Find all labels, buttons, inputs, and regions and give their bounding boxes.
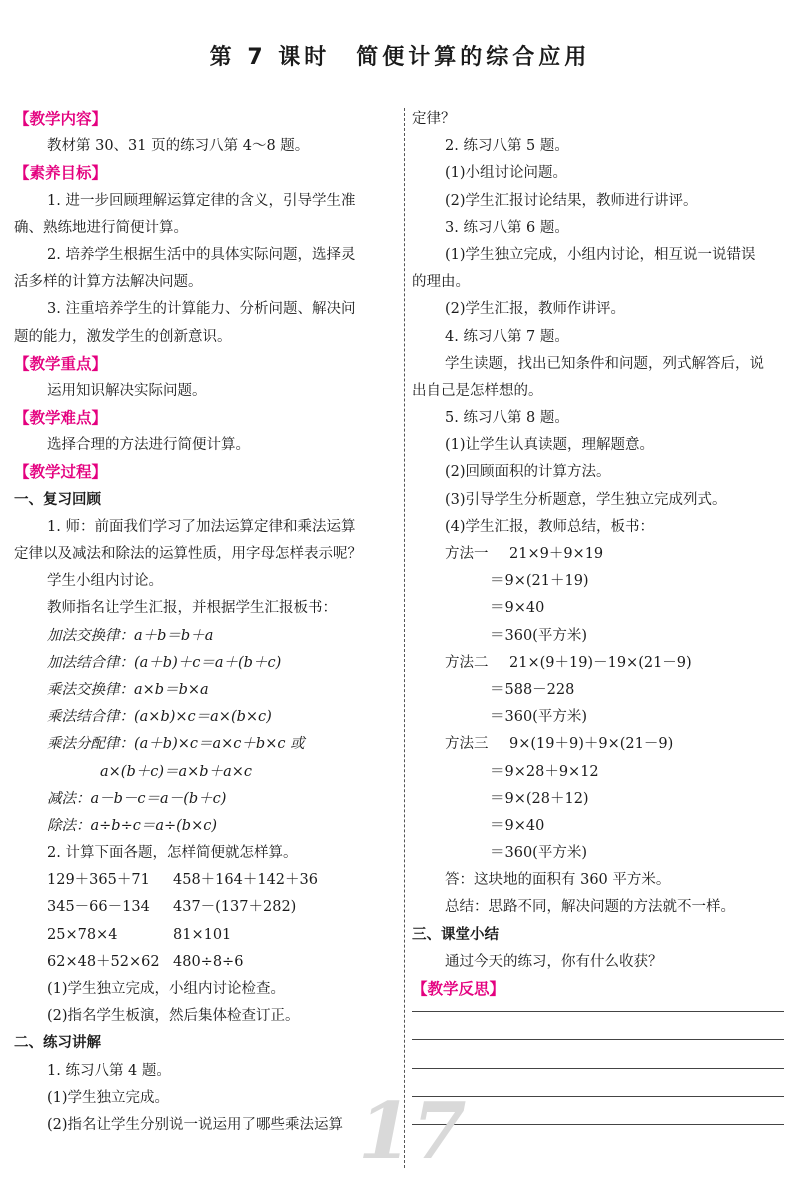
- reflection-lines: [412, 1003, 790, 1126]
- practice-4-text-line-1: 学生读题，找出已知条件和问题，列式解答后，说: [445, 355, 764, 372]
- law-mul-associative: 乘法结合律：(a×b)×c＝a×(b×c): [47, 709, 272, 726]
- reflection-line[interactable]: [412, 1096, 784, 1098]
- practice-5-step-2: (2)回顾面积的计算方法。: [445, 464, 611, 481]
- method-step: [412, 813, 790, 840]
- method-3: [412, 731, 790, 867]
- content-text: 教材第 30、31 页的练习八第 4～8 题。: [47, 138, 310, 155]
- section-heading-reflection: 【教学反思】: [412, 980, 506, 998]
- practice-3: 3. 练习八第 6 题。: [445, 219, 569, 236]
- practice-4-text-line-2: 出自己是怎样想的。: [412, 382, 543, 399]
- method-2: [412, 650, 790, 732]
- review-step-1: (1)学生独立完成，小组内讨论检查。: [47, 981, 286, 997]
- method-expression: 21×9＋9×19: [509, 546, 604, 562]
- method-expression: ＝588－228: [490, 681, 575, 698]
- answer-text: 答：这块地的面积有 360 平方米。: [445, 872, 671, 889]
- goal-2-line-2: 活多样的计算方法解决问题。: [14, 274, 203, 291]
- subsection-wrapup: 三、课堂小结: [412, 926, 499, 943]
- method-step: [412, 541, 790, 568]
- practice-3-step-2: (2)学生汇报，教师作讲评。: [445, 301, 626, 318]
- calc-problem: 129＋365＋71: [47, 872, 150, 889]
- practice-1-step-2: (2)指名让学生分别说一说运用了哪些乘法运算: [47, 1116, 344, 1133]
- practice-5: 5. 练习八第 8 题。: [445, 410, 569, 427]
- method-step: [412, 595, 790, 622]
- subsection-practice: 二、练习讲解: [14, 1035, 101, 1052]
- right-column: [412, 106, 790, 1152]
- review-report: 教师指名让学生汇报，并根据学生汇报板书：: [47, 600, 337, 617]
- calc-problem: 480÷8÷6: [173, 953, 244, 970]
- method-expression: ＝9×28＋9×12: [490, 763, 599, 780]
- practice-1: 1. 练习八第 4 题。: [47, 1062, 171, 1079]
- reflection-line[interactable]: [412, 1039, 784, 1041]
- law-add-associative: 加法结合律：(a＋b)＋c＝a＋(b＋c): [47, 654, 282, 671]
- calc-row: [14, 867, 396, 894]
- method-expression: 21×(9＋19)－19×(21－9): [509, 654, 692, 671]
- practice-2-step-2: (2)学生汇报讨论结果，教师进行讲评。: [445, 192, 698, 209]
- calc-row: [14, 922, 396, 949]
- review-q1-line-2: 定律以及减法和除法的运算性质，用字母怎样表示呢？: [14, 546, 362, 562]
- method-step: [412, 731, 790, 758]
- calc-problem: 81×101: [173, 926, 232, 943]
- method-expression: ＝360(平方米): [490, 709, 587, 726]
- method-expression: ＝9×(28＋12): [490, 790, 589, 807]
- method-expression: 9×(19＋9)＋9×(21－9): [509, 736, 674, 753]
- law-distributive-alt: a×(b＋c)＝a×b＋a×c: [100, 763, 253, 780]
- goal-1-line-1: 1. 进一步回顾理解运算定律的含义，引导学生准: [47, 192, 356, 209]
- section-heading-goals: 【素养目标】: [14, 164, 108, 183]
- review-discussion: 学生小组内讨论。: [47, 573, 163, 590]
- calc-problems: [14, 867, 396, 976]
- reflection-line[interactable]: [412, 1068, 784, 1070]
- calc-problem: 437－(137＋282): [173, 899, 297, 916]
- practice-4: 4. 练习八第 7 题。: [445, 328, 569, 345]
- method-step: [412, 677, 790, 704]
- method-expression: ＝360(平方米): [490, 845, 587, 862]
- method-step: [412, 650, 790, 677]
- practice-3-step-1-line-1: (1)学生独立完成，小组内讨论，相互说一说错误: [445, 246, 756, 263]
- method-expression: ＝360(平方米): [490, 627, 587, 644]
- page-number: 17: [358, 1086, 467, 1177]
- practice-5-step-3: (3)引导学生分析题意，学生独立完成列式。: [445, 491, 727, 508]
- method-step: [412, 840, 790, 867]
- law-add-commutative: 加法交换律：a＋b＝b＋a: [47, 627, 214, 644]
- practice-5-step-4: (4)学生汇报，教师总结，板书：: [445, 518, 655, 535]
- review-q2: 2. 计算下面各题，怎样简便就怎样算。: [47, 845, 298, 862]
- column-divider: [404, 108, 405, 1168]
- practice-5-step-1: (1)让学生认真读题，理解题意。: [445, 437, 655, 454]
- method-step: [412, 759, 790, 786]
- review-step-2: (2)指名学生板演，然后集体检查订正。: [47, 1008, 300, 1025]
- section-heading-key: 【教学重点】: [14, 354, 108, 373]
- key-text: 运用知识解决实际问题。: [47, 382, 207, 399]
- section-heading-process: 【教学过程】: [14, 463, 108, 482]
- subsection-review: 一、复习回顾: [14, 491, 101, 508]
- practice-1-cont: 定律？: [412, 111, 456, 127]
- method-expression: ＝9×40: [490, 817, 545, 834]
- goal-1-line-2: 确、熟练地进行简便计算。: [14, 219, 188, 236]
- law-subtraction: 减法：a－b－c＝a－(b＋c): [47, 790, 227, 807]
- calc-row: [14, 949, 396, 976]
- calc-problem: 458＋164＋142＋36: [173, 872, 318, 889]
- summary-text: 总结：思路不同，解决问题的方法就不一样。: [445, 899, 735, 916]
- method-label: 方法一: [445, 546, 489, 562]
- law-mul-commutative: 乘法交换律：a×b＝b×a: [47, 681, 209, 698]
- method-step: [412, 623, 790, 650]
- method-step: [412, 786, 790, 813]
- method-label: 方法三: [445, 736, 489, 753]
- reflection-line[interactable]: [412, 1011, 784, 1013]
- method-1: [412, 541, 790, 650]
- law-distributive: 乘法分配律：(a＋b)×c＝a×c＋b×c 或: [47, 736, 305, 753]
- method-expression: ＝9×40: [490, 600, 545, 617]
- goal-3-line-2: 题的能力，激发学生的创新意识。: [14, 328, 232, 345]
- method-expression: ＝9×(21＋19): [490, 573, 589, 590]
- method-step: [412, 704, 790, 731]
- calc-problem: 345－66－134: [47, 899, 150, 916]
- calc-problem: 25×78×4: [47, 926, 118, 943]
- page-title: 第 7 课时 简便计算的综合应用: [209, 45, 591, 70]
- goal-2-line-1: 2. 培养学生根据生活中的具体实际问题，选择灵: [47, 246, 356, 263]
- method-step: [412, 568, 790, 595]
- method-label: 方法二: [445, 654, 489, 671]
- wrapup-text: 通过今天的练习，你有什么收获？: [445, 953, 663, 970]
- goal-3-line-1: 3. 注重培养学生的计算能力、分析问题、解决问: [47, 301, 356, 318]
- calc-row: [14, 894, 396, 921]
- practice-2-step-1: (1)小组讨论问题。: [445, 165, 568, 182]
- section-heading-difficulty: 【教学难点】: [14, 409, 108, 428]
- practice-3-step-1-line-2: 的理由。: [412, 274, 470, 291]
- left-column: [14, 106, 396, 1139]
- practice-1-step-1: (1)学生独立完成。: [47, 1089, 170, 1106]
- law-division: 除法：a÷b÷c＝a÷(b×c): [47, 817, 218, 834]
- review-q1-line-1: 1. 师：前面我们学习了加法运算定律和乘法运算: [47, 518, 356, 535]
- difficulty-text: 选择合理的方法进行简便计算。: [47, 437, 250, 454]
- section-heading-content: 【教学内容】: [14, 110, 108, 128]
- practice-2: 2. 练习八第 5 题。: [445, 138, 569, 155]
- calc-problem: 62×48＋52×62: [47, 953, 160, 970]
- reflection-line[interactable]: [412, 1124, 784, 1126]
